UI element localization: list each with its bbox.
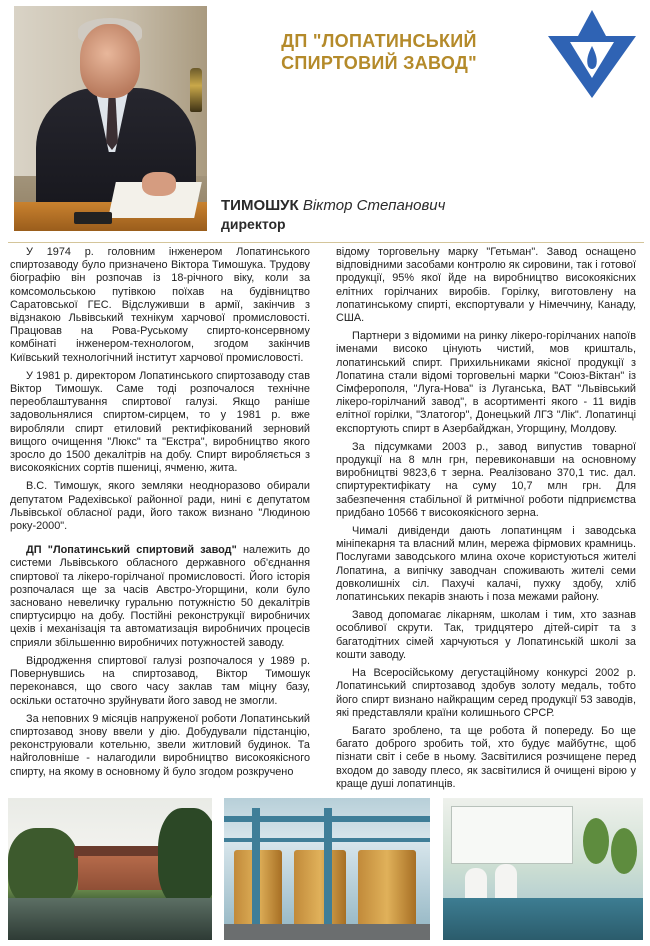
article-right-column xyxy=(336,246,636,796)
paragraph: Чималі дивіденди дають лопатинцям і заводська мініпекарня та власний млин, мережа фірмових крамниць. Послугами заводського млина охоче користуються жителі Лопатина, а випічку заводчан споживають жителі семи довколишніх сіл. Пахучі калачі, пухку здобу, хліб лопатинських пекарів знають і поза межами району. xyxy=(336,525,636,604)
paragraph: За підсумками 2003 р., завод випустив товарної продукції на 8 млн грн, перевиконавши на основному виробництві 9823,6 т зерна. Реалізовано 370,1 тис. дал. спиртуректифікату на суму 10,7 млн грн. Для забезпечення стабільної й ритмічної роботи підприємства придбано 10566 т високоякісного зерна. xyxy=(336,440,636,519)
article-left-column xyxy=(10,246,310,784)
director-given-name: Віктор Степанович xyxy=(302,197,446,214)
director-surname: ТИМОШУК xyxy=(221,197,299,214)
paragraph: На Всеросійському дегустаційному конкурсі 2002 р. Лопатинський спиртозавод здобув золоту медаль, тобто його спирт визнано найкращим серед продукції 53 заводів, які представляли країни колишнього СРСР. xyxy=(336,667,636,719)
company-name-bold: ДП "Лопатинський спиртовий завод" xyxy=(26,544,237,557)
paragraph: Завод допомагає лікарням, школам і тим, хто зазнав особливої скрути. Так, тридцятеро дітей-сиріт та з багатодітних сімей харчуються у Лопатинській школі за кошти заводу. xyxy=(336,609,636,661)
photo-laboratory xyxy=(443,798,643,940)
trophy-figure xyxy=(190,68,202,112)
paragraph: Відродження спиртової галузі розпочалося у 1989 р. Повернувшись на спиртозавод, Віктор Тимошук переконався, що свого часу заклав там міцну базу, оскільки остаточно зруйнувати його завод не змогли. xyxy=(10,654,310,707)
header-divider xyxy=(8,242,644,243)
paragraph: Партнери з відомими на ринку лікеро-горілчаних напоїв іменами високо цінують чистий, мов кришталь, лопатинський спирт. Прихильниками якісної продукції з Лопатина стали відомі торговельні марки "Союз-Віктан" із Сімферополя, "Луга-Нова" із Луганська, ВАТ "Львівський лікеро-горілчаний завод", в асортименті якого - 11 видів елітної горілки, "Златогор", Донецький ЛГЗ "Лік". Лопатинці експортують спирт в Азербайджан, Угорщину, Молдову. xyxy=(336,330,636,435)
company-logo-icon xyxy=(544,6,640,102)
paragraph: У 1974 р. головним інженером Лопатинського спиртозаводу було призначено Віктора Тимошука. Трудову біографію він розпочав із 18-річного віку, коли за комсомольською путівкою поїхав на будівництво Саратовської ГЕС. Відслуживши в армії, закінчив з відзнакою Львівський технікум харчової промисловості. Працював на Рова-Руському спирто-консервному комбінаті інженером-технологом, згодом закінчив Київський технологічний інститут харчової промисловості. xyxy=(10,246,310,364)
paragraph-company-intro xyxy=(10,544,310,650)
paragraph: відому торговельну марку "Гетьман". Завод оснащено відповідними засобами контролю як сировини, так і готової продукції, 95% якої йде на виробництво високоякісних елітних горілчаних виробів. Горілку, виготовлену на лопатинському спирті, експортували у Німеччину, Канаду, США. xyxy=(336,246,636,325)
director-name xyxy=(221,197,445,214)
company-title-line2: СПИРТОВИЙ ЗАВОД" xyxy=(281,53,477,73)
paragraph: В.С. Тимошук, якого земляки неодноразово обирали депутатом Радехівської районної ради, нині є депутатом Львівської обласної ради, його також визнано "Людиною року-2000". xyxy=(10,480,310,533)
company-title xyxy=(262,30,496,74)
company-title-line1: ДП "ЛОПАТИНСЬКИЙ xyxy=(281,31,477,51)
director-portrait-photo xyxy=(14,6,207,231)
paragraph: Багато зроблено, та ще робота й попереду. Бо ще багато доброго зробить той, хто будує майбутнє, щоб пізнати світ і себе в ньому. Засвітилися розчищене перед входом до заводу плесо, як засвітилися й очищені вірою у краще душі лопатинців. xyxy=(336,724,636,790)
company-intro-text: належить до системи Львівського обласного державного об'єднання спиртової та лікеро-горілчаної промисловості. Його історія розпочалася ще за часів Австро-Угорщини, коли було засновано невеличку гуральню потужністю 50 декалітрів спиртусирцю на добу. Постійні реконструкції виробничих цехів і механізація та автоматизація виробничих процесів сприяли збільшенню виробничих потужностей заводу. xyxy=(10,544,310,649)
photo-production-hall xyxy=(224,798,430,940)
paragraph: За неповних 9 місяців напруженої роботи Лопатинський спиртозавод знову ввели у дію. Добудували підстанцію, реконструювали котельню, звели житловий будинок. Та найголовніше - налагодили виробництво високоякісного спирту, на якому в основному й було згодом розкручено xyxy=(10,712,310,778)
photo-factory-building-pond xyxy=(8,798,212,940)
paragraph: У 1981 р. директором Лопатинського спиртозаводу став Віктор Тимошук. Саме тоді розпочалося технічне переоблаштування спиртової галузі. Якщо раніше задовольнялися спиртом-сирцем, то у 1981 р. вже виробляли спирт етиловий ректифікований зерновий вищого очищення "Люкс" та "Екстра", виробництво якого зросло до 1500 декалітрів на добу. Спирт виробляється з високоякісних сортів пшениці, ячменю, жита. xyxy=(10,369,310,475)
director-role: директор xyxy=(221,216,286,232)
